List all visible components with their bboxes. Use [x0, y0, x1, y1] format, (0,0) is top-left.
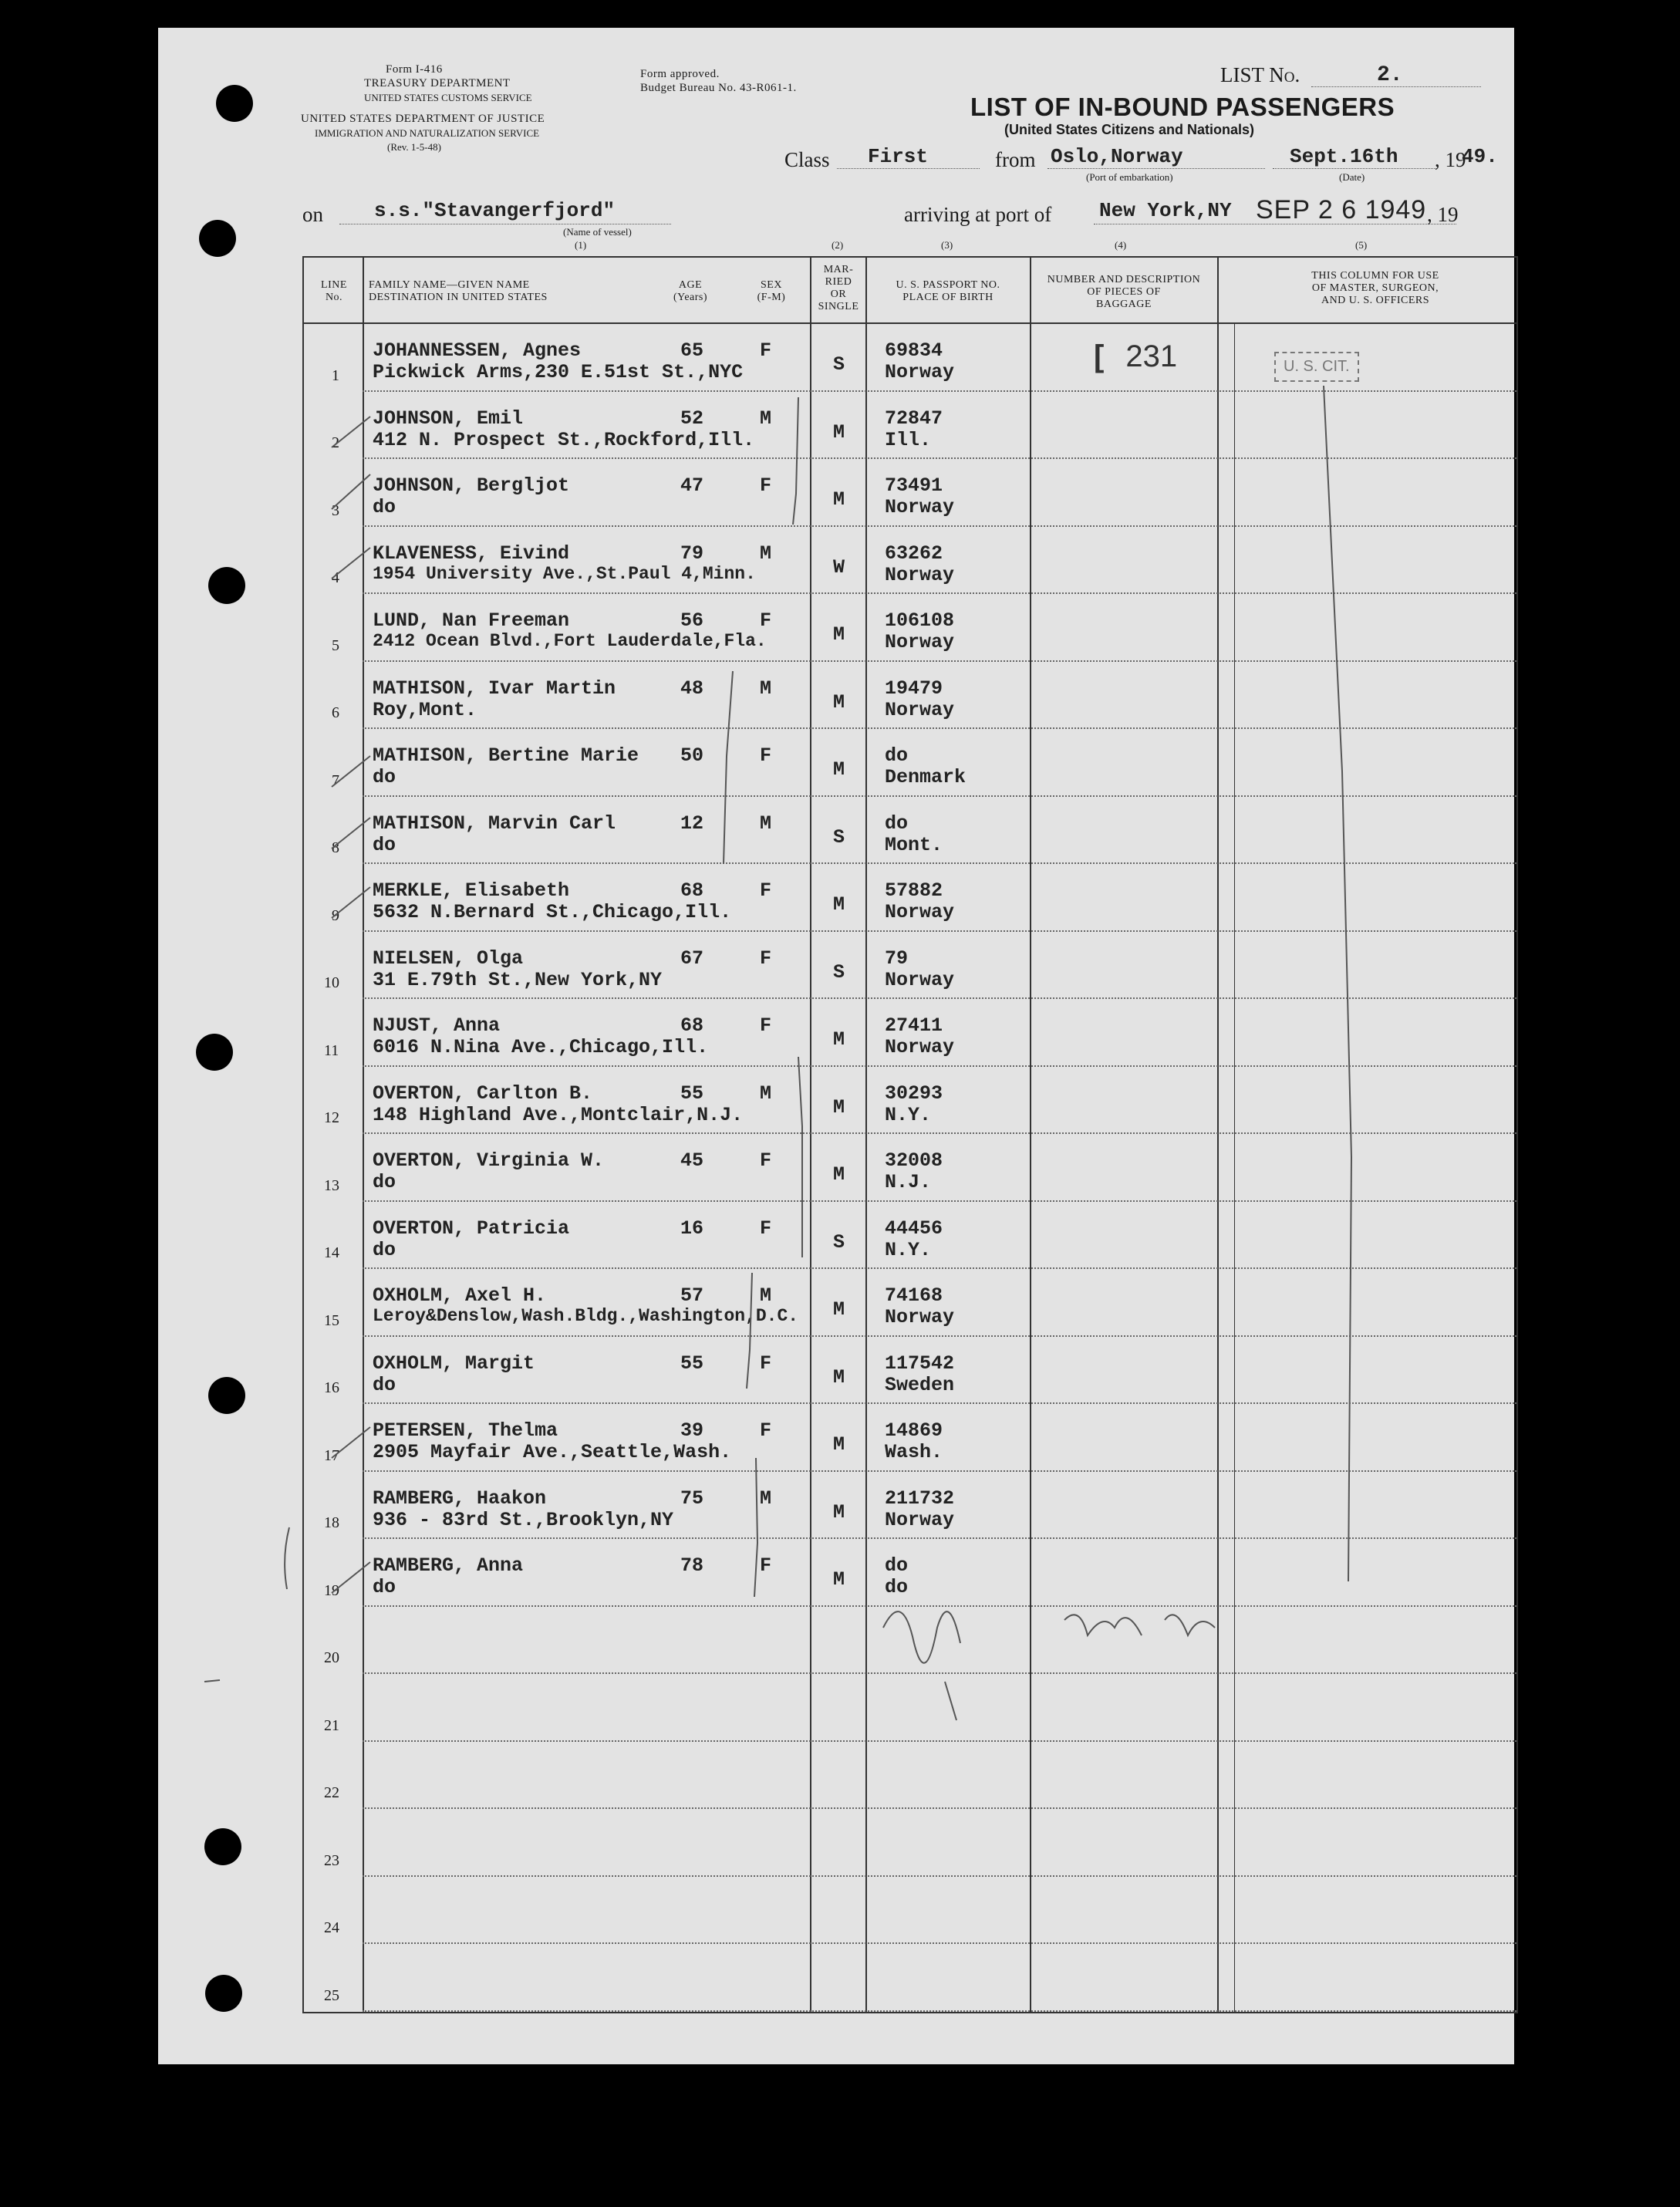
passenger-age: 12	[680, 812, 704, 835]
passenger-age: 52	[680, 407, 704, 430]
passport-number: 211732	[885, 1487, 955, 1510]
passport-number: 32008	[885, 1149, 943, 1172]
passenger-sex: F	[760, 1217, 772, 1240]
passenger-name: NJUST, Anna	[373, 1014, 501, 1037]
passenger-destination: 6016 N.Nina Ave.,Chicago,Ill.	[373, 1036, 709, 1058]
passport-number: do	[885, 744, 909, 767]
passenger-name: OVERTON, Carlton B.	[373, 1082, 593, 1105]
passenger-marital-status: M	[833, 1365, 845, 1389]
passenger-name: RAMBERG, Haakon	[373, 1487, 547, 1510]
ins-label: IMMIGRATION AND NATURALIZATION SERVICE	[315, 127, 540, 139]
place-of-birth: Sweden	[885, 1373, 955, 1396]
passenger-age: 55	[680, 1082, 704, 1105]
col-header-baggage: NUMBER AND DESCRIPTION OF PIECES OF BAGGAGE	[1047, 274, 1201, 310]
passenger-destination: do	[373, 833, 396, 856]
passenger-marital-status: M	[833, 1298, 845, 1321]
passport-number: 69834	[885, 339, 943, 362]
passenger-marital-status: M	[833, 1095, 845, 1119]
baggage-note: [ 231	[1094, 339, 1178, 373]
line-number: 10	[324, 974, 339, 991]
date-caption: (Date)	[1339, 171, 1365, 183]
passenger-sex: F	[760, 947, 772, 970]
line-number: 14	[324, 1244, 339, 1261]
col-2-marker: (2)	[832, 239, 844, 251]
col-header-line: LINE No.	[321, 279, 347, 303]
place-of-birth: N.Y.	[885, 1238, 932, 1261]
passenger-name: OXHOLM, Margit	[373, 1352, 535, 1375]
arriving-label: arriving at port of	[904, 203, 1052, 226]
passport-number: 73491	[885, 474, 943, 497]
passport-number: 19479	[885, 677, 943, 700]
passenger-destination: 936 - 83rd St.,Brooklyn,NY	[373, 1508, 674, 1531]
place-of-birth: Norway	[885, 901, 955, 923]
passenger-marital-status: M	[833, 690, 845, 714]
arrival-port: New York,NY	[1099, 199, 1232, 222]
passenger-destination: do	[373, 766, 396, 788]
passenger-name: OXHOLM, Axel H.	[373, 1284, 547, 1307]
list-no-label: LIST No.	[1220, 63, 1300, 86]
treasury-label: TREASURY DEPARTMENT	[364, 77, 511, 89]
form-number: Form I-416	[386, 63, 443, 76]
passenger-name: RAMBERG, Anna	[373, 1554, 524, 1577]
line-number: 7	[332, 771, 339, 789]
passport-number: 63262	[885, 542, 943, 565]
line-number: 22	[324, 1784, 339, 1801]
passenger-destination: 31 E.79th St.,New York,NY	[373, 968, 663, 991]
col-5-marker: (5)	[1355, 239, 1368, 251]
passenger-sex: F	[760, 744, 772, 767]
line-number: 5	[332, 636, 339, 654]
place-of-birth: Denmark	[885, 766, 967, 788]
passenger-marital-status: S	[833, 353, 845, 376]
passenger-destination: Pickwick Arms,230 E.51st St.,NYC	[373, 361, 744, 383]
passenger-sex: F	[760, 1419, 772, 1442]
col-3-marker: (3)	[941, 239, 953, 251]
us-citizen-stamp: U. S. CIT.	[1274, 352, 1359, 382]
passenger-age: 56	[680, 609, 704, 632]
class-label: Class	[784, 148, 830, 171]
vessel-name: s.s."Stavangerfjord"	[374, 199, 616, 222]
passenger-marital-status: M	[833, 488, 845, 511]
passenger-destination: do	[373, 1373, 396, 1396]
from-label: from	[995, 148, 1036, 171]
revision-label: (Rev. 1-5-48)	[387, 141, 441, 153]
place-of-birth: Mont.	[885, 833, 943, 856]
passenger-age: 45	[680, 1149, 704, 1172]
line-number: 1	[332, 366, 339, 384]
line-number: 16	[324, 1379, 339, 1396]
passenger-name: OVERTON, Virginia W.	[373, 1149, 605, 1172]
passenger-destination: Roy,Mont.	[373, 698, 477, 721]
passenger-name: MATHISON, Ivar Martin	[373, 677, 616, 700]
passenger-sex: F	[760, 339, 772, 362]
passenger-destination: do	[373, 1576, 396, 1598]
passenger-sex: F	[760, 1554, 772, 1577]
line-number: 17	[324, 1446, 339, 1464]
budget-label: Budget Bureau No. 43-R061-1.	[640, 82, 797, 94]
passenger-name: JOHNSON, Emil	[373, 407, 524, 430]
line-number: 6	[332, 704, 339, 721]
passenger-destination: do	[373, 1171, 396, 1193]
place-of-birth: Norway	[885, 496, 955, 518]
passenger-destination: 412 N. Prospect St.,Rockford,Ill.	[373, 428, 755, 451]
passenger-destination: do	[373, 1238, 396, 1261]
line-number: 24	[324, 1919, 339, 1936]
port-of-embarkation: Oslo,Norway	[1051, 145, 1183, 168]
passenger-age: 68	[680, 1014, 704, 1037]
line-number: 8	[332, 839, 339, 856]
passenger-age: 78	[680, 1554, 704, 1577]
passenger-sex: M	[760, 407, 772, 430]
col-header-sex: SEX (F-M)	[757, 279, 786, 303]
passenger-age: 68	[680, 879, 704, 902]
place-of-birth: Norway	[885, 698, 955, 721]
year-prefix: , 19	[1435, 148, 1466, 171]
passport-number: 74168	[885, 1284, 943, 1307]
col-header-officers: THIS COLUMN FOR USE OF MASTER, SURGEON, AND U. S. OFFICERS	[1311, 270, 1439, 306]
passenger-sex: F	[760, 1352, 772, 1375]
passenger-name: JOHNSON, Bergljot	[373, 474, 570, 497]
passenger-destination: do	[373, 496, 396, 518]
passenger-age: 55	[680, 1352, 704, 1375]
passenger-sex: M	[760, 1082, 772, 1105]
passport-number: 44456	[885, 1217, 943, 1240]
passenger-sex: M	[760, 1487, 772, 1510]
passenger-name: JOHANNESSEN, Agnes	[373, 339, 582, 362]
passenger-destination: Leroy&Denslow,Wash.Bldg.,Washington,D.C.	[373, 1306, 799, 1326]
passport-number: 27411	[885, 1014, 943, 1037]
passenger-destination: 5632 N.Bernard St.,Chicago,Ill.	[373, 901, 732, 923]
departure-date: Sept.16th	[1290, 145, 1398, 168]
place-of-birth: Ill.	[885, 428, 932, 451]
passenger-name: MATHISON, Marvin Carl	[373, 812, 616, 835]
passport-number: do	[885, 812, 909, 835]
passport-number: 30293	[885, 1082, 943, 1105]
passenger-marital-status: M	[833, 1433, 845, 1456]
passenger-marital-status: M	[833, 758, 845, 781]
passenger-marital-status: M	[833, 1568, 845, 1591]
col-header-age: AGE (Years)	[673, 279, 708, 303]
class-value: First	[868, 145, 929, 168]
passenger-name: MERKLE, Elisabeth	[373, 879, 570, 902]
passenger-sex: F	[760, 1014, 772, 1037]
place-of-birth: N.Y.	[885, 1103, 932, 1126]
passenger-destination: 148 Highland Ave.,Montclair,N.J.	[373, 1103, 744, 1126]
vessel-caption: (Name of vessel)	[563, 226, 632, 238]
line-number: 15	[324, 1311, 339, 1329]
place-of-birth: N.J.	[885, 1171, 932, 1193]
arrival-date-stamp: SEP 2 6 1949	[1256, 195, 1427, 224]
line-number: 25	[324, 1986, 339, 2004]
passenger-sex: F	[760, 879, 772, 902]
passenger-name: MATHISON, Bertine Marie	[373, 744, 639, 767]
place-of-birth: do	[885, 1576, 909, 1598]
passport-number: do	[885, 1554, 909, 1577]
passenger-marital-status: M	[833, 623, 845, 646]
line-number: 11	[324, 1041, 339, 1059]
place-of-birth: Norway	[885, 631, 955, 653]
line-number: 13	[324, 1176, 339, 1194]
approved-label: Form approved.	[640, 68, 720, 80]
passenger-age: 16	[680, 1217, 704, 1240]
passenger-marital-status: S	[833, 1230, 845, 1254]
place-of-birth: Norway	[885, 361, 955, 383]
passenger-sex: F	[760, 474, 772, 497]
justice-label: UNITED STATES DEPARTMENT OF JUSTICE	[301, 113, 545, 125]
passenger-marital-status: S	[833, 960, 845, 984]
passenger-name: KLAVENESS, Eivind	[373, 542, 570, 565]
passenger-marital-status: M	[833, 1500, 845, 1524]
line-number: 21	[324, 1716, 339, 1734]
passenger-age: 75	[680, 1487, 704, 1510]
passenger-age: 79	[680, 542, 704, 565]
passenger-age: 39	[680, 1419, 704, 1442]
passenger-name: PETERSEN, Thelma	[373, 1419, 558, 1442]
place-of-birth: Norway	[885, 563, 955, 586]
passport-number: 79	[885, 947, 909, 970]
passport-number: 72847	[885, 407, 943, 430]
passenger-marital-status: M	[833, 893, 845, 916]
line-number: 18	[324, 1514, 339, 1531]
passenger-sex: F	[760, 609, 772, 632]
passenger-destination: 1954 University Ave.,St.Paul 4,Minn.	[373, 563, 756, 584]
place-of-birth: Wash.	[885, 1441, 943, 1463]
departure-year: 49.	[1462, 145, 1498, 168]
passenger-age: 57	[680, 1284, 704, 1307]
passenger-marital-status: M	[833, 420, 845, 444]
passport-number: 57882	[885, 879, 943, 902]
line-number: 19	[324, 1581, 339, 1599]
col-header-married: MAR- RIED OR SINGLE	[818, 264, 859, 312]
passenger-name: NIELSEN, Olga	[373, 947, 524, 970]
line-number: 2	[332, 434, 339, 451]
passenger-marital-status: S	[833, 825, 845, 849]
passenger-age: 65	[680, 339, 704, 362]
list-no-value: 2.	[1377, 63, 1403, 87]
passenger-sex: M	[760, 542, 772, 565]
passport-number: 117542	[885, 1352, 955, 1375]
on-label: on	[302, 203, 323, 226]
place-of-birth: Norway	[885, 1036, 955, 1058]
passenger-destination: 2905 Mayfair Ave.,Seattle,Wash.	[373, 1441, 732, 1463]
passport-number: 14869	[885, 1419, 943, 1442]
passenger-destination: 2412 Ocean Blvd.,Fort Lauderdale,Fla.	[373, 631, 767, 651]
line-number: 9	[332, 906, 339, 924]
passenger-age: 50	[680, 744, 704, 767]
passport-number: 106108	[885, 609, 955, 632]
passenger-sex: M	[760, 677, 772, 700]
port-caption: (Port of embarkation)	[1086, 171, 1173, 183]
line-number: 4	[332, 569, 339, 586]
passenger-sex: M	[760, 1284, 772, 1307]
passenger-age: 48	[680, 677, 704, 700]
page-title: LIST OF IN-BOUND PASSENGERS	[970, 93, 1395, 121]
place-of-birth: Norway	[885, 1306, 955, 1328]
passenger-marital-status: M	[833, 1163, 845, 1186]
customs-label: UNITED STATES CUSTOMS SERVICE	[364, 92, 532, 103]
col-header-passport: U. S. PASSPORT NO. PLACE OF BIRTH	[896, 279, 1000, 303]
passenger-marital-status: W	[833, 555, 845, 579]
passenger-sex: F	[760, 1149, 772, 1172]
line-number: 20	[324, 1649, 339, 1666]
col-1-marker: (1)	[575, 239, 587, 251]
passenger-name: LUND, Nan Freeman	[373, 609, 570, 632]
passenger-marital-status: M	[833, 1028, 845, 1051]
passenger-name: OVERTON, Patricia	[373, 1217, 570, 1240]
passenger-sex: M	[760, 812, 772, 835]
line-number: 3	[332, 501, 339, 519]
col-header-name: FAMILY NAME—GIVEN NAME DESTINATION IN UNITED STATES	[369, 279, 548, 303]
page-subtitle: (United States Citizens and Nationals)	[1004, 122, 1255, 137]
line-number: 23	[324, 1851, 339, 1869]
passenger-age: 67	[680, 947, 704, 970]
passenger-age: 47	[680, 474, 704, 497]
line-number: 12	[324, 1109, 339, 1126]
place-of-birth: Norway	[885, 1508, 955, 1531]
place-of-birth: Norway	[885, 968, 955, 991]
col-4-marker: (4)	[1115, 239, 1127, 251]
arrival-year: , 19	[1427, 203, 1459, 226]
